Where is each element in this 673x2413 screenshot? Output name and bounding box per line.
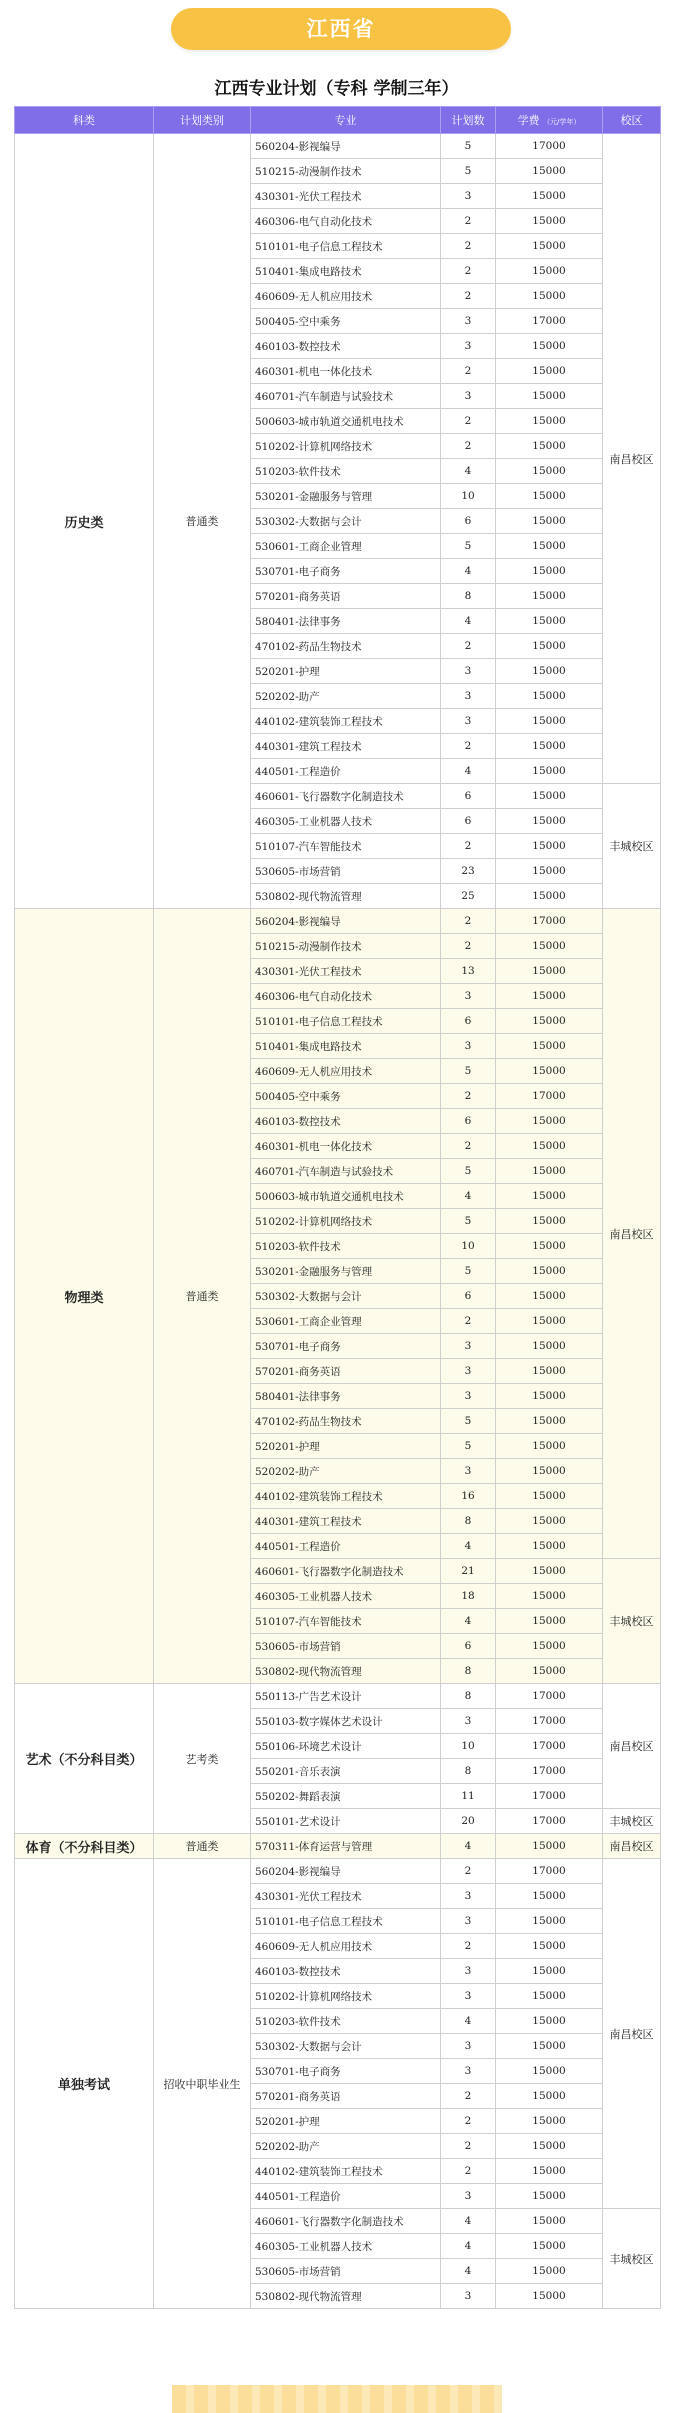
count-cell: 4 xyxy=(441,1534,496,1559)
major-cell: 530605-市场营销 xyxy=(251,1634,441,1659)
count-cell: 2 xyxy=(441,834,496,859)
major-cell: 460601-飞行器数字化制造技术 xyxy=(251,784,441,809)
major-cell: 500603-城市轨道交通机电技术 xyxy=(251,409,441,434)
count-cell: 4 xyxy=(441,2259,496,2284)
major-cell: 460305-工业机器人技术 xyxy=(251,2234,441,2259)
count-cell: 16 xyxy=(441,1484,496,1509)
count-cell: 8 xyxy=(441,1509,496,1534)
fee-cell: 15000 xyxy=(496,159,603,184)
major-cell: 460301-机电一体化技术 xyxy=(251,359,441,384)
province-banner: 江西省 xyxy=(171,8,511,50)
major-cell: 460601-飞行器数字化制造技术 xyxy=(251,2209,441,2234)
major-cell: 560204-影视编导 xyxy=(251,909,441,934)
fee-cell: 15000 xyxy=(496,2234,603,2259)
count-cell: 6 xyxy=(441,784,496,809)
count-cell: 8 xyxy=(441,584,496,609)
major-cell: 440501-工程造价 xyxy=(251,759,441,784)
count-cell: 2 xyxy=(441,209,496,234)
count-cell: 2 xyxy=(441,2159,496,2184)
count-cell: 2 xyxy=(441,1309,496,1334)
major-cell: 460103-数控技术 xyxy=(251,334,441,359)
fee-cell: 15000 xyxy=(496,2009,603,2034)
fee-cell: 15000 xyxy=(496,1509,603,1534)
fee-cell: 15000 xyxy=(496,709,603,734)
fee-cell: 15000 xyxy=(496,1984,603,2009)
count-cell: 3 xyxy=(441,1334,496,1359)
major-cell: 510107-汽车智能技术 xyxy=(251,1609,441,1634)
major-cell: 550103-数字媒体艺术设计 xyxy=(251,1709,441,1734)
count-cell: 3 xyxy=(441,1909,496,1934)
count-cell: 3 xyxy=(441,1884,496,1909)
major-cell: 510202-计算机网络技术 xyxy=(251,1984,441,2009)
footer-decoration xyxy=(172,2385,502,2413)
major-cell: 530302-大数据与会计 xyxy=(251,509,441,534)
table-row xyxy=(15,1684,661,1709)
fee-cell: 15000 xyxy=(496,1209,603,1234)
fee-cell: 15000 xyxy=(496,359,603,384)
fee-cell: 15000 xyxy=(496,1534,603,1559)
count-cell: 3 xyxy=(441,709,496,734)
count-cell: 3 xyxy=(441,2034,496,2059)
fee-cell: 15000 xyxy=(496,734,603,759)
fee-cell: 15000 xyxy=(496,1359,603,1384)
header-fee xyxy=(496,107,603,134)
plan-type-cell: 普通类 xyxy=(154,1834,251,1859)
fee-cell: 17000 xyxy=(496,1084,603,1109)
major-cell: 520202-助产 xyxy=(251,1459,441,1484)
major-cell: 440102-建筑装饰工程技术 xyxy=(251,709,441,734)
count-cell: 4 xyxy=(441,1609,496,1634)
fee-cell: 15000 xyxy=(496,2284,603,2309)
major-cell: 440102-建筑装饰工程技术 xyxy=(251,2159,441,2184)
fee-cell: 15000 xyxy=(496,684,603,709)
major-cell: 530802-现代物流管理 xyxy=(251,1659,441,1684)
count-cell: 3 xyxy=(441,984,496,1009)
major-cell: 460609-无人机应用技术 xyxy=(251,1059,441,1084)
count-cell: 4 xyxy=(441,1834,496,1859)
campus-cell: 丰城校区 xyxy=(603,1809,661,1834)
major-cell: 460701-汽车制造与试验技术 xyxy=(251,1159,441,1184)
major-cell: 510215-动漫制作技术 xyxy=(251,934,441,959)
plan-type-cell: 艺考类 xyxy=(154,1684,251,1834)
fee-cell: 15000 xyxy=(496,809,603,834)
count-cell: 2 xyxy=(441,2084,496,2109)
header-fee-label: 学费 xyxy=(517,114,540,127)
major-cell: 440301-建筑工程技术 xyxy=(251,734,441,759)
major-cell: 460306-电气自动化技术 xyxy=(251,209,441,234)
header-plan-type: 计划类别 xyxy=(154,107,251,134)
count-cell: 3 xyxy=(441,1459,496,1484)
major-cell: 530802-现代物流管理 xyxy=(251,884,441,909)
fee-cell: 15000 xyxy=(496,1909,603,1934)
count-cell: 10 xyxy=(441,484,496,509)
major-cell: 460609-无人机应用技术 xyxy=(251,284,441,309)
subject-cell: 艺术（不分科目类） xyxy=(15,1684,154,1834)
major-cell: 460103-数控技术 xyxy=(251,1959,441,1984)
major-cell: 430301-光伏工程技术 xyxy=(251,184,441,209)
fee-cell: 15000 xyxy=(496,1834,603,1859)
major-cell: 510202-计算机网络技术 xyxy=(251,1209,441,1234)
major-cell: 560204-影视编导 xyxy=(251,134,441,159)
fee-cell: 17000 xyxy=(496,309,603,334)
count-cell: 3 xyxy=(441,1359,496,1384)
fee-cell: 15000 xyxy=(496,2034,603,2059)
count-cell: 3 xyxy=(441,309,496,334)
plan-type-cell: 普通类 xyxy=(154,134,251,909)
major-cell: 460609-无人机应用技术 xyxy=(251,1934,441,1959)
fee-cell: 15000 xyxy=(496,409,603,434)
major-cell: 530701-电子商务 xyxy=(251,559,441,584)
major-cell: 530605-市场营销 xyxy=(251,859,441,884)
fee-cell: 17000 xyxy=(496,1709,603,1734)
count-cell: 2 xyxy=(441,359,496,384)
fee-cell: 15000 xyxy=(496,1959,603,1984)
fee-cell: 15000 xyxy=(496,184,603,209)
fee-cell: 15000 xyxy=(496,209,603,234)
major-cell: 440501-工程造价 xyxy=(251,1534,441,1559)
count-cell: 3 xyxy=(441,1959,496,1984)
major-cell: 580401-法律事务 xyxy=(251,609,441,634)
fee-cell: 15000 xyxy=(496,1409,603,1434)
major-cell: 460305-工业机器人技术 xyxy=(251,1584,441,1609)
campus-cell: 南昌校区 xyxy=(603,1859,661,2209)
count-cell: 5 xyxy=(441,134,496,159)
major-cell: 470102-药品生物技术 xyxy=(251,1409,441,1434)
table-row xyxy=(15,1859,661,1884)
major-cell: 580401-法律事务 xyxy=(251,1384,441,1409)
count-cell: 4 xyxy=(441,459,496,484)
fee-cell: 15000 xyxy=(496,934,603,959)
subject-cell: 体育（不分科目类） xyxy=(15,1834,154,1859)
major-cell: 500405-空中乘务 xyxy=(251,309,441,334)
major-cell: 530701-电子商务 xyxy=(251,1334,441,1359)
count-cell: 5 xyxy=(441,1409,496,1434)
count-cell: 23 xyxy=(441,859,496,884)
count-cell: 2 xyxy=(441,1934,496,1959)
major-cell: 510401-集成电路技术 xyxy=(251,1034,441,1059)
plan-table xyxy=(14,106,661,2309)
count-cell: 4 xyxy=(441,559,496,584)
count-cell: 3 xyxy=(441,2284,496,2309)
fee-cell: 15000 xyxy=(496,884,603,909)
count-cell: 2 xyxy=(441,734,496,759)
count-cell: 2 xyxy=(441,1859,496,1884)
fee-cell: 15000 xyxy=(496,234,603,259)
count-cell: 2 xyxy=(441,234,496,259)
major-cell: 530201-金融服务与管理 xyxy=(251,1259,441,1284)
major-cell: 550201-音乐表演 xyxy=(251,1759,441,1784)
fee-cell: 15000 xyxy=(496,2259,603,2284)
count-cell: 4 xyxy=(441,2234,496,2259)
major-cell: 510101-电子信息工程技术 xyxy=(251,234,441,259)
count-cell: 2 xyxy=(441,1134,496,1159)
major-cell: 550202-舞蹈表演 xyxy=(251,1784,441,1809)
table-row xyxy=(15,909,661,934)
major-cell: 560204-影视编导 xyxy=(251,1859,441,1884)
major-cell: 530201-金融服务与管理 xyxy=(251,484,441,509)
count-cell: 6 xyxy=(441,1634,496,1659)
header-fee-unit: （元/学年） xyxy=(543,118,581,126)
major-cell: 530302-大数据与会计 xyxy=(251,1284,441,1309)
count-cell: 21 xyxy=(441,1559,496,1584)
plan-type-cell: 普通类 xyxy=(154,909,251,1684)
count-cell: 2 xyxy=(441,2109,496,2134)
count-cell: 2 xyxy=(441,1084,496,1109)
count-cell: 3 xyxy=(441,1709,496,1734)
major-cell: 460103-数控技术 xyxy=(251,1109,441,1134)
major-cell: 530302-大数据与会计 xyxy=(251,2034,441,2059)
fee-cell: 17000 xyxy=(496,1734,603,1759)
table-body xyxy=(15,134,661,2309)
subject-cell: 物理类 xyxy=(15,909,154,1684)
fee-cell: 15000 xyxy=(496,284,603,309)
fee-cell: 15000 xyxy=(496,984,603,1009)
count-cell: 3 xyxy=(441,384,496,409)
table-row xyxy=(15,1834,661,1859)
fee-cell: 15000 xyxy=(496,434,603,459)
count-cell: 3 xyxy=(441,684,496,709)
major-cell: 500405-空中乘务 xyxy=(251,1084,441,1109)
campus-cell: 南昌校区 xyxy=(603,909,661,1559)
fee-cell: 15000 xyxy=(496,784,603,809)
major-cell: 460305-工业机器人技术 xyxy=(251,809,441,834)
campus-cell: 丰城校区 xyxy=(603,1559,661,1684)
fee-cell: 15000 xyxy=(496,1459,603,1484)
major-cell: 520202-助产 xyxy=(251,2134,441,2159)
fee-cell: 15000 xyxy=(496,1334,603,1359)
subject-cell: 单独考试 xyxy=(15,1859,154,2309)
count-cell: 8 xyxy=(441,1659,496,1684)
count-cell: 5 xyxy=(441,1159,496,1184)
major-cell: 460301-机电一体化技术 xyxy=(251,1134,441,1159)
campus-cell: 南昌校区 xyxy=(603,1684,661,1809)
count-cell: 4 xyxy=(441,2209,496,2234)
count-cell: 10 xyxy=(441,1234,496,1259)
count-cell: 3 xyxy=(441,1034,496,1059)
fee-cell: 15000 xyxy=(496,259,603,284)
fee-cell: 15000 xyxy=(496,759,603,784)
fee-cell: 15000 xyxy=(496,334,603,359)
fee-cell: 15000 xyxy=(496,1034,603,1059)
major-cell: 510401-集成电路技术 xyxy=(251,259,441,284)
fee-cell: 15000 xyxy=(496,1009,603,1034)
major-cell: 530601-工商企业管理 xyxy=(251,1309,441,1334)
fee-cell: 17000 xyxy=(496,1859,603,1884)
count-cell: 25 xyxy=(441,884,496,909)
count-cell: 6 xyxy=(441,1109,496,1134)
count-cell: 5 xyxy=(441,1059,496,1084)
fee-cell: 15000 xyxy=(496,459,603,484)
major-cell: 510203-软件技术 xyxy=(251,1234,441,1259)
major-cell: 510202-计算机网络技术 xyxy=(251,434,441,459)
major-cell: 430301-光伏工程技术 xyxy=(251,959,441,984)
count-cell: 2 xyxy=(441,259,496,284)
fee-cell: 15000 xyxy=(496,1184,603,1209)
major-cell: 460701-汽车制造与试验技术 xyxy=(251,384,441,409)
count-cell: 6 xyxy=(441,509,496,534)
plan-type-cell: 招收中职毕业生 xyxy=(154,1859,251,2309)
count-cell: 4 xyxy=(441,609,496,634)
fee-cell: 15000 xyxy=(496,1559,603,1584)
major-cell: 520201-护理 xyxy=(251,2109,441,2134)
fee-cell: 15000 xyxy=(496,2084,603,2109)
fee-cell: 15000 xyxy=(496,1634,603,1659)
fee-cell: 15000 xyxy=(496,959,603,984)
fee-cell: 15000 xyxy=(496,1259,603,1284)
fee-cell: 15000 xyxy=(496,2184,603,2209)
fee-cell: 15000 xyxy=(496,1284,603,1309)
fee-cell: 15000 xyxy=(496,1884,603,1909)
count-cell: 2 xyxy=(441,409,496,434)
fee-cell: 15000 xyxy=(496,659,603,684)
campus-cell: 丰城校区 xyxy=(603,2209,661,2309)
page-title: 江西专业计划（专科 学制三年） xyxy=(214,79,459,99)
fee-cell: 15000 xyxy=(496,834,603,859)
count-cell: 11 xyxy=(441,1784,496,1809)
table-row xyxy=(15,134,661,159)
fee-cell: 15000 xyxy=(496,1109,603,1134)
subject-cell: 历史类 xyxy=(15,134,154,909)
major-cell: 530802-现代物流管理 xyxy=(251,2284,441,2309)
major-cell: 510203-软件技术 xyxy=(251,2009,441,2034)
count-cell: 6 xyxy=(441,1009,496,1034)
major-cell: 460306-电气自动化技术 xyxy=(251,984,441,1009)
fee-cell: 17000 xyxy=(496,909,603,934)
count-cell: 6 xyxy=(441,1284,496,1309)
count-cell: 3 xyxy=(441,184,496,209)
table-header-row xyxy=(15,107,661,134)
fee-cell: 15000 xyxy=(496,584,603,609)
count-cell: 2 xyxy=(441,934,496,959)
fee-cell: 15000 xyxy=(496,1484,603,1509)
fee-cell: 15000 xyxy=(496,2209,603,2234)
header-subject: 科类 xyxy=(15,107,154,134)
major-cell: 430301-光伏工程技术 xyxy=(251,1884,441,1909)
major-cell: 510101-电子信息工程技术 xyxy=(251,1909,441,1934)
fee-cell: 15000 xyxy=(496,1609,603,1634)
fee-cell: 15000 xyxy=(496,2134,603,2159)
major-cell: 470102-药品生物技术 xyxy=(251,634,441,659)
fee-cell: 17000 xyxy=(496,134,603,159)
fee-cell: 15000 xyxy=(496,534,603,559)
fee-cell: 15000 xyxy=(496,1309,603,1334)
count-cell: 3 xyxy=(441,1984,496,2009)
fee-cell: 15000 xyxy=(496,859,603,884)
header-count: 计划数 xyxy=(441,107,496,134)
fee-cell: 15000 xyxy=(496,609,603,634)
count-cell: 3 xyxy=(441,1384,496,1409)
major-cell: 510215-动漫制作技术 xyxy=(251,159,441,184)
count-cell: 3 xyxy=(441,334,496,359)
major-cell: 570201-商务英语 xyxy=(251,2084,441,2109)
count-cell: 4 xyxy=(441,2009,496,2034)
major-cell: 460601-飞行器数字化制造技术 xyxy=(251,1559,441,1584)
fee-cell: 15000 xyxy=(496,1934,603,1959)
major-cell: 500603-城市轨道交通机电技术 xyxy=(251,1184,441,1209)
count-cell: 2 xyxy=(441,284,496,309)
fee-cell: 15000 xyxy=(496,1584,603,1609)
fee-cell: 15000 xyxy=(496,1659,603,1684)
fee-cell: 17000 xyxy=(496,1784,603,1809)
count-cell: 5 xyxy=(441,159,496,184)
count-cell: 4 xyxy=(441,1184,496,1209)
major-cell: 530601-工商企业管理 xyxy=(251,534,441,559)
campus-cell: 南昌校区 xyxy=(603,1834,661,1859)
fee-cell: 15000 xyxy=(496,1059,603,1084)
fee-cell: 15000 xyxy=(496,1134,603,1159)
count-cell: 5 xyxy=(441,1259,496,1284)
major-cell: 510101-电子信息工程技术 xyxy=(251,1009,441,1034)
fee-cell: 17000 xyxy=(496,1809,603,1834)
count-cell: 3 xyxy=(441,659,496,684)
fee-cell: 15000 xyxy=(496,2109,603,2134)
major-cell: 520201-护理 xyxy=(251,659,441,684)
major-cell: 570201-商务英语 xyxy=(251,584,441,609)
count-cell: 5 xyxy=(441,1434,496,1459)
fee-cell: 15000 xyxy=(496,634,603,659)
fee-cell: 17000 xyxy=(496,1684,603,1709)
fee-cell: 15000 xyxy=(496,2059,603,2084)
count-cell: 4 xyxy=(441,759,496,784)
count-cell: 3 xyxy=(441,2184,496,2209)
count-cell: 3 xyxy=(441,2059,496,2084)
count-cell: 20 xyxy=(441,1809,496,1834)
major-cell: 510203-软件技术 xyxy=(251,459,441,484)
count-cell: 10 xyxy=(441,1734,496,1759)
fee-cell: 15000 xyxy=(496,1159,603,1184)
count-cell: 2 xyxy=(441,2134,496,2159)
count-cell: 6 xyxy=(441,809,496,834)
major-cell: 520201-护理 xyxy=(251,1434,441,1459)
major-cell: 550106-环境艺术设计 xyxy=(251,1734,441,1759)
count-cell: 2 xyxy=(441,634,496,659)
fee-cell: 15000 xyxy=(496,509,603,534)
major-cell: 570311-体育运营与管理 xyxy=(251,1834,441,1859)
fee-cell: 15000 xyxy=(496,1384,603,1409)
fee-cell: 15000 xyxy=(496,1234,603,1259)
major-cell: 440301-建筑工程技术 xyxy=(251,1509,441,1534)
fee-cell: 17000 xyxy=(496,1759,603,1784)
header-campus: 校区 xyxy=(603,107,661,134)
major-cell: 550101-艺术设计 xyxy=(251,1809,441,1834)
campus-cell: 南昌校区 xyxy=(603,134,661,784)
major-cell: 440501-工程造价 xyxy=(251,2184,441,2209)
count-cell: 18 xyxy=(441,1584,496,1609)
fee-cell: 15000 xyxy=(496,384,603,409)
count-cell: 2 xyxy=(441,909,496,934)
campus-cell: 丰城校区 xyxy=(603,784,661,909)
major-cell: 520202-助产 xyxy=(251,684,441,709)
count-cell: 5 xyxy=(441,1209,496,1234)
count-cell: 13 xyxy=(441,959,496,984)
major-cell: 570201-商务英语 xyxy=(251,1359,441,1384)
major-cell: 510107-汽车智能技术 xyxy=(251,834,441,859)
count-cell: 2 xyxy=(441,434,496,459)
fee-cell: 15000 xyxy=(496,1434,603,1459)
major-cell: 530605-市场营销 xyxy=(251,2259,441,2284)
fee-cell: 15000 xyxy=(496,559,603,584)
count-cell: 8 xyxy=(441,1684,496,1709)
major-cell: 530701-电子商务 xyxy=(251,2059,441,2084)
count-cell: 8 xyxy=(441,1759,496,1784)
fee-cell: 15000 xyxy=(496,2159,603,2184)
major-cell: 440102-建筑装饰工程技术 xyxy=(251,1484,441,1509)
header-major: 专业 xyxy=(251,107,441,134)
count-cell: 5 xyxy=(441,534,496,559)
major-cell: 550113-广告艺术设计 xyxy=(251,1684,441,1709)
fee-cell: 15000 xyxy=(496,484,603,509)
